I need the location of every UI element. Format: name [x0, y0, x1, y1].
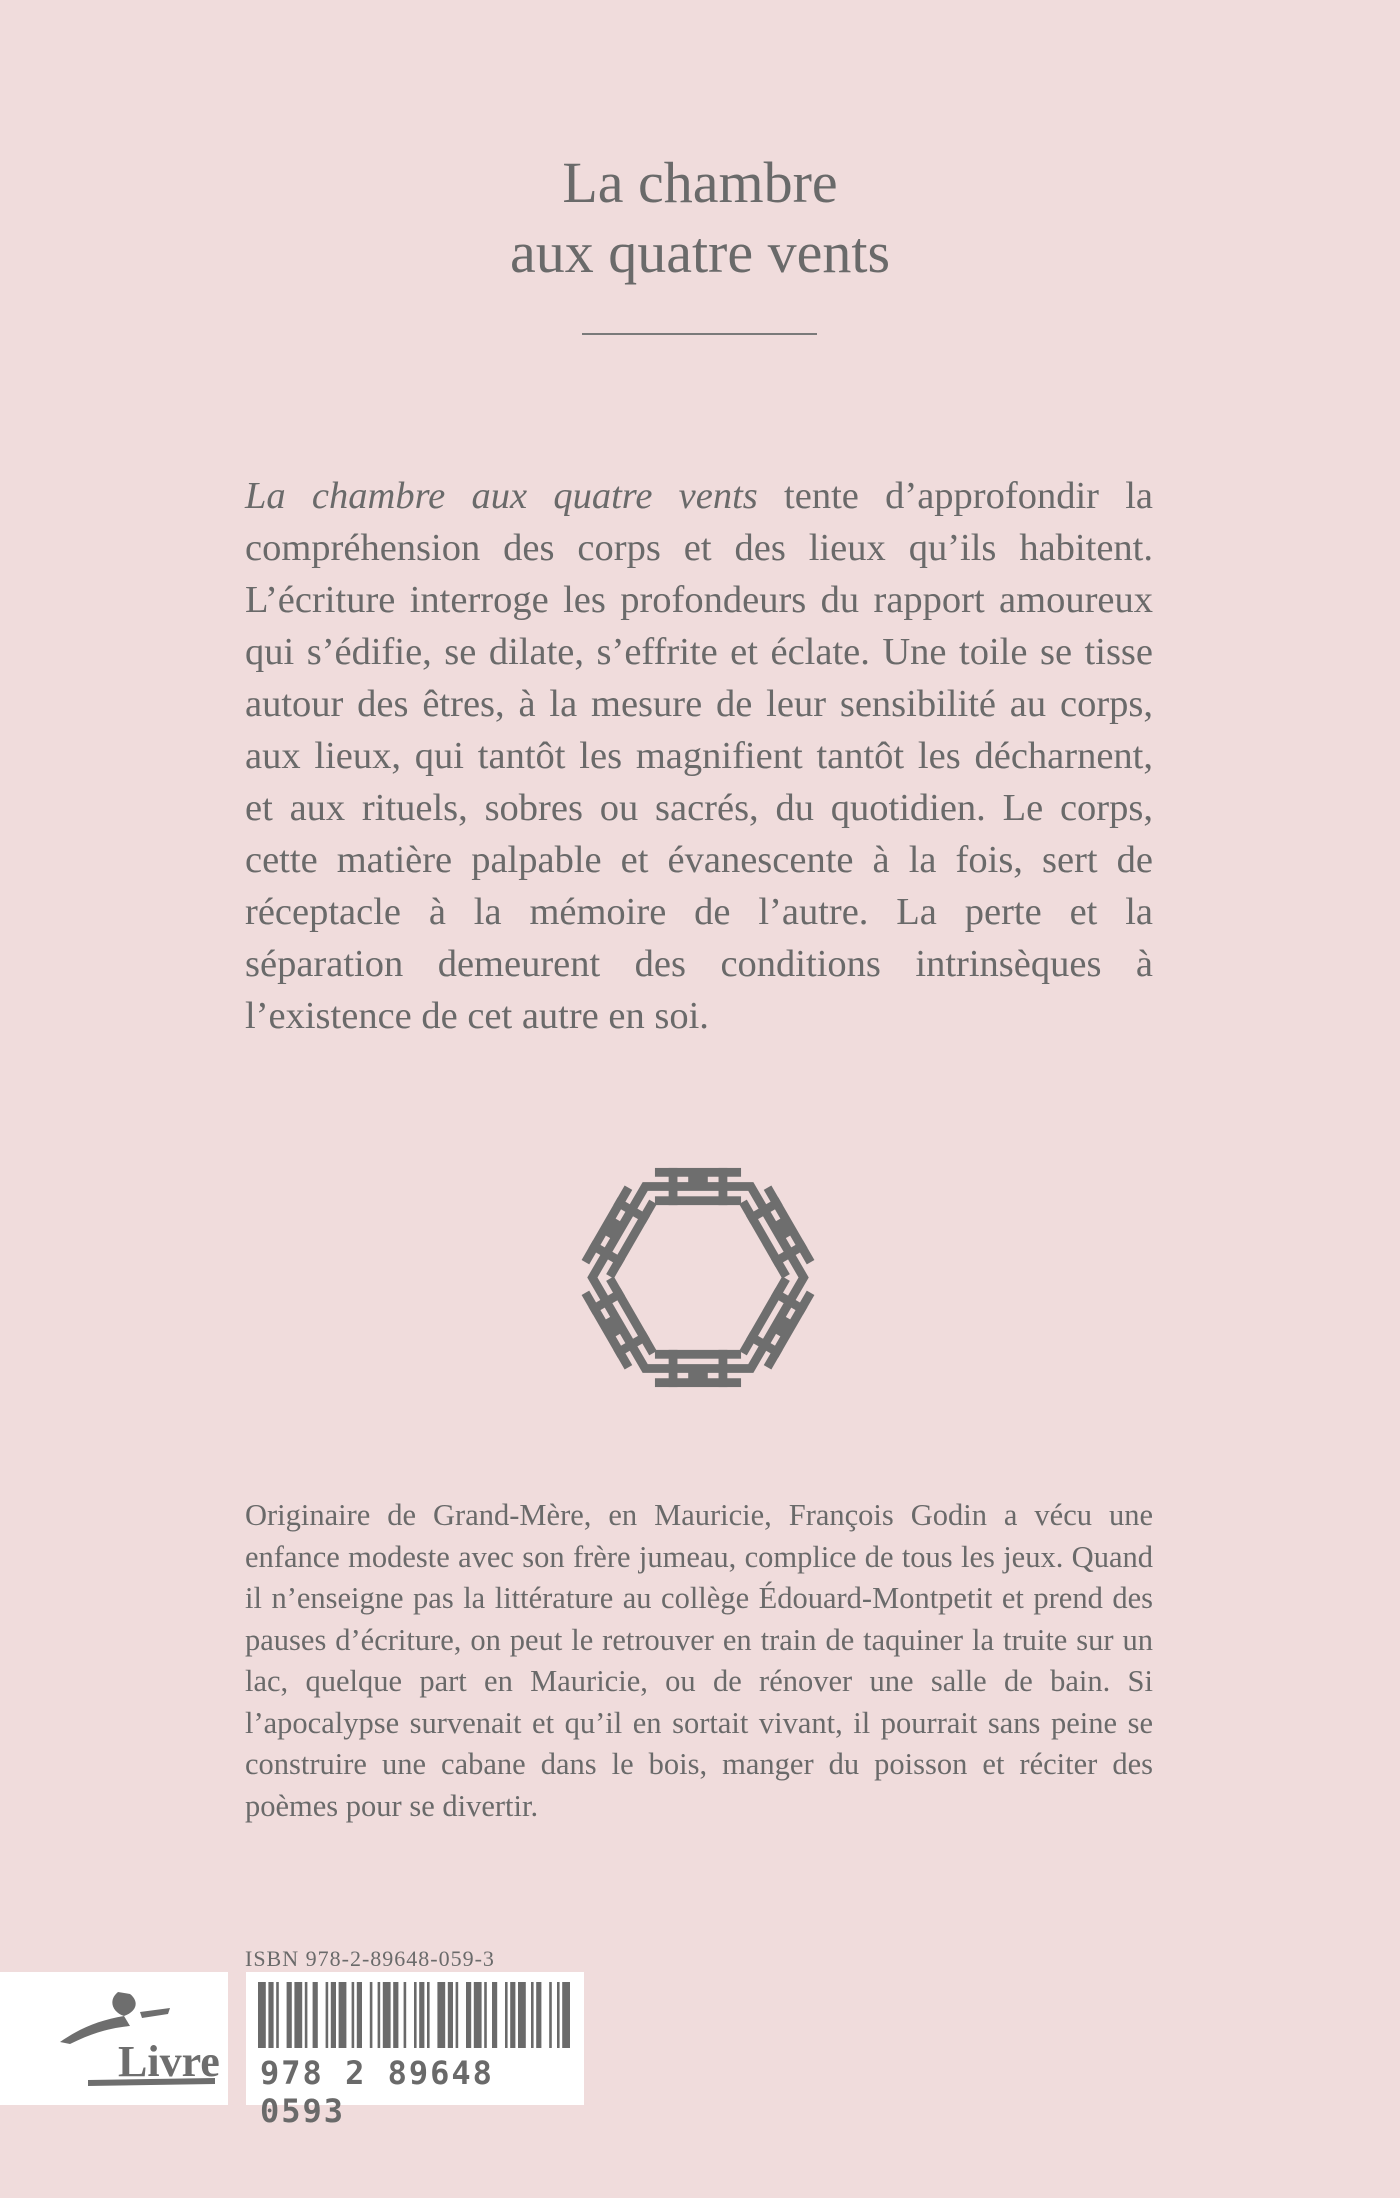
- title-divider: [582, 333, 817, 335]
- barcode-bar: [393, 1982, 398, 2048]
- barcode-bar: [370, 1982, 373, 2048]
- barcode-bar: [404, 1982, 407, 2048]
- barcode: [246, 1972, 584, 2130]
- barcode-bar: [383, 1982, 391, 2048]
- logo-text: Livre: [118, 2037, 220, 2086]
- barcode-number: 978 2 89648 0593: [260, 2054, 494, 2130]
- barcode-bar: [427, 1982, 430, 2048]
- barcode-bar: [484, 1982, 487, 2048]
- barcode-bar: [287, 1982, 292, 2048]
- barcode-bar: [505, 1982, 508, 2048]
- title-line-2: aux quatre vents: [509, 220, 891, 285]
- barcode-bar: [549, 1982, 552, 2048]
- barcode-bar: [331, 1982, 336, 2048]
- barcode-bar: [456, 1982, 459, 2048]
- barcode-bar: [339, 1982, 347, 2048]
- barcode-bar: [305, 1982, 308, 2048]
- barcode-bar: [258, 1982, 266, 2048]
- author-bio: Originaire de Grand-Mère, en Mauricie, François Godin a vécu une enfance modeste avec son frère jumeau, complice de tous les jeux. Quand il n’enseigne pas la littérature au collège Édouard-Montpetit et prend des pauses d’écriture, on peut le retrouver en train de taquiner la truite sur un lac, quelque part en Mauricie, ou de rénover une salle de bain. Si l’apocalypse survenait et qu’il en sortait vivant, il pourrait sans peine se construire une cabane dans le bois, manger du poisson et réciter des poèmes pour se divertir.: [245, 1498, 1153, 1823]
- barcode-bar: [414, 1982, 417, 2048]
- barcode-bar: [294, 1982, 302, 2048]
- book-title: [0, 148, 1400, 288]
- barcode-bar: [352, 1982, 355, 2048]
- barcode-bar: [448, 1982, 453, 2048]
- barcode-bar: [562, 1982, 570, 2048]
- barcode-bar: [268, 1982, 273, 2048]
- blurb-title-italic: La chambre aux quatre vents: [245, 475, 758, 517]
- barcode-bar: [419, 1982, 424, 2048]
- barcode-bar: [466, 1982, 471, 2048]
- barcode-bar: [378, 1982, 381, 2048]
- publisher-logo: [0, 1972, 228, 2105]
- hexagon-ornament-icon: [580, 1165, 816, 1390]
- barcode-bar: [518, 1982, 526, 2048]
- barcode-bar: [492, 1982, 497, 2048]
- isbn-label: ISBN 978-2-89648-059-3: [245, 1946, 495, 1971]
- barcode-bar: [357, 1982, 362, 2048]
- barcode-bar: [437, 1982, 445, 2048]
- barcode-bar: [510, 1982, 515, 2048]
- publisher-leaf-logo-icon: [0, 1972, 228, 2105]
- barcode-bar: [276, 1982, 279, 2048]
- barcode-bar: [531, 1982, 534, 2048]
- blurb-text: tente d’approfondir la compréhension des corps et des lieux qu’ils habitent. L’écriture interroge les profondeurs du rapport amoureux qui s’édifie, se dilate, s’effrite et éclate. Une toile se tisse autour des êtres, à la mesure de leur sensibilité au corps, aux lieux, qui tantôt les magnifient tantôt les décharnent, et aux rituels, sobres ou sacrés, du quotidien. Le corps, cette matière palpable et évanescente à la fois, sert de réceptacle à la mémoire de l’autre. La perte et la séparation demeurent des conditions intrinsèques à l’existence de cet autre en soi.: [245, 475, 1154, 1037]
- barcode-bar: [326, 1982, 329, 2048]
- barcode-bar: [536, 1982, 541, 2048]
- barcode-bar: [557, 1982, 560, 2048]
- barcode-bar: [474, 1982, 482, 2048]
- barcode-bar: [313, 1982, 318, 2048]
- book-blurb: [245, 470, 1153, 1042]
- title-line-1: La chambre: [562, 150, 838, 215]
